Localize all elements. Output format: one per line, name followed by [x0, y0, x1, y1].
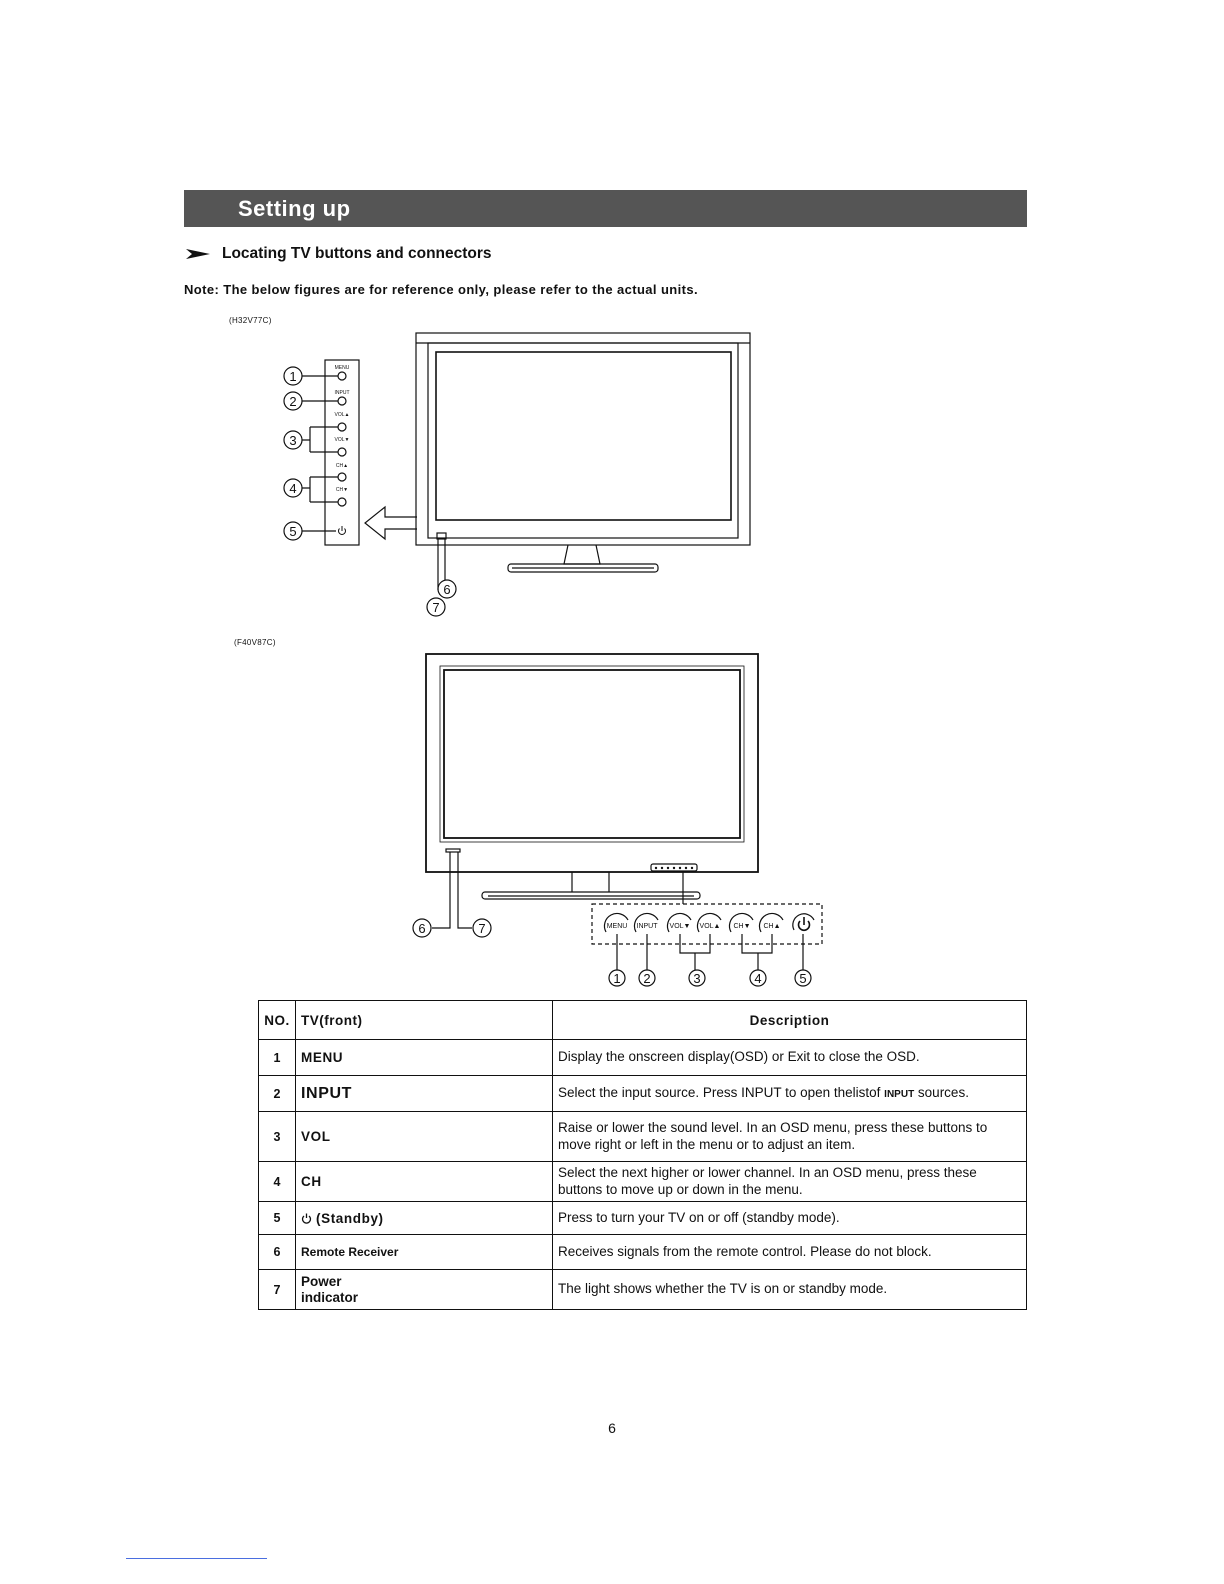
row-no: 7 — [259, 1270, 296, 1310]
row-desc: Press to turn your TV on or off (standby mode). — [553, 1202, 1027, 1235]
side-label: VOL▲ — [334, 412, 350, 418]
table-row — [259, 1040, 1027, 1076]
callout-num: 5 — [799, 971, 807, 986]
power-icon — [339, 529, 346, 535]
callout-5 — [284, 522, 302, 540]
row-item: CH — [296, 1162, 553, 1202]
page-number: 6 — [608, 1420, 616, 1436]
side-label: INPUT — [334, 390, 350, 396]
button-label: VOL▲ — [699, 923, 721, 930]
tv1-screen — [436, 352, 731, 520]
model-label-1: (H32V77C) — [229, 316, 272, 325]
side-label: MENU — [334, 365, 350, 371]
standby-icon — [301, 1213, 312, 1224]
buttons-table — [258, 1000, 1027, 1310]
callout-2 — [639, 970, 655, 986]
callout-num: 4 — [754, 971, 762, 986]
tv1-outer-frame — [416, 333, 750, 545]
table-row — [259, 1235, 1027, 1270]
button-label: VOL▼ — [669, 923, 691, 930]
callout-1 — [609, 970, 625, 986]
header-item: TV(front) — [296, 1001, 553, 1040]
row-item: MENU — [296, 1040, 553, 1076]
model-label-2: (F40V87C) — [234, 638, 276, 647]
callout-7 — [473, 919, 491, 937]
table-row — [259, 1202, 1027, 1235]
subheading — [184, 245, 492, 263]
row-desc: Select the input source. Press INPUT to open thelistof INPUT sources. — [553, 1076, 1027, 1112]
tv2-stand-base — [482, 892, 700, 899]
tv2-button-bar — [651, 864, 697, 871]
callout-num: 3 — [693, 971, 701, 986]
callout-6 — [413, 919, 431, 937]
callout-num: 3 — [289, 433, 297, 448]
callout-3 — [689, 970, 705, 986]
header-no: NO. — [259, 1001, 296, 1040]
button-label: CH▼ — [733, 923, 751, 930]
callout-5 — [795, 970, 811, 986]
table-row — [259, 1076, 1027, 1112]
row-desc: Receives signals from the remote control. Please do not block. — [553, 1235, 1027, 1270]
callout-num: 5 — [289, 524, 297, 539]
row-item: INPUT — [296, 1076, 553, 1112]
tv2-screen — [444, 670, 740, 838]
row-no: 5 — [259, 1202, 296, 1235]
standby-icon — [799, 921, 810, 930]
section-header-bar — [184, 190, 1027, 227]
callout-6 — [438, 580, 456, 598]
side-label: CH▲ — [335, 463, 349, 469]
arrow-icon — [184, 247, 212, 261]
callout-num: 1 — [289, 369, 297, 384]
button-label: CH▲ — [763, 923, 781, 930]
row-no: 3 — [259, 1112, 296, 1162]
button-zoom-box — [592, 904, 822, 944]
table-row — [259, 1162, 1027, 1202]
callout-4 — [284, 479, 302, 497]
side-label: CH▼ — [335, 487, 349, 493]
callout-4 — [750, 970, 766, 986]
row-item: (Standby) — [296, 1202, 553, 1235]
callout-num: 2 — [643, 971, 651, 986]
row-no: 6 — [259, 1235, 296, 1270]
table-header-row — [259, 1001, 1027, 1040]
table-row — [259, 1112, 1027, 1162]
callout-num: 7 — [478, 921, 486, 936]
subheading-text: Locating TV buttons and connectors — [222, 245, 492, 262]
callout-num: 4 — [289, 481, 297, 496]
row-no: 4 — [259, 1162, 296, 1202]
button-label: MENU — [606, 923, 628, 930]
footer-rule — [126, 1558, 267, 1559]
row-item: VOL — [296, 1112, 553, 1162]
row-desc: Display the onscreen display(OSD) or Exit to close the OSD. — [553, 1040, 1027, 1076]
callout-2 — [284, 392, 302, 410]
callout-num: 1 — [613, 971, 621, 986]
table-row — [259, 1270, 1027, 1310]
row-item: Remote Receiver — [296, 1235, 553, 1270]
callout-num: 6 — [443, 582, 451, 597]
tv1-stand-neck — [564, 545, 600, 564]
row-desc: Raise or lower the sound level. In an OSD menu, press these buttons to move right or left in the menu or to adjust an item. — [553, 1112, 1027, 1162]
reference-note: Note: The below figures are for reference only, please refer to the actual units. — [184, 282, 699, 297]
row-item: Power indicator — [296, 1270, 553, 1310]
section-title: Setting up — [238, 196, 351, 221]
tv1-pointer-arrow — [365, 507, 417, 539]
callout-num: 2 — [289, 394, 297, 409]
callout-3 — [284, 431, 302, 449]
tv1-stand-base — [508, 564, 658, 572]
tv2-outer-frame — [426, 654, 758, 872]
callout-1 — [284, 367, 302, 385]
side-label: VOL▼ — [334, 437, 350, 443]
callout-num: 7 — [432, 600, 440, 615]
tv1-side-panel — [325, 360, 359, 545]
row-no: 1 — [259, 1040, 296, 1076]
row-no: 2 — [259, 1076, 296, 1112]
tv1-inner-frame — [428, 343, 738, 538]
header-desc: Description — [553, 1001, 1027, 1040]
tv2-indicator — [446, 849, 460, 852]
button-label: INPUT — [636, 923, 658, 930]
row-desc: Select the next higher or lower channel. In an OSD menu, press these buttons to move up or down in the menu. — [553, 1162, 1027, 1202]
callout-7 — [427, 598, 445, 616]
callout-num: 6 — [418, 921, 426, 936]
row-desc: The light shows whether the TV is on or standby mode. — [553, 1270, 1027, 1310]
